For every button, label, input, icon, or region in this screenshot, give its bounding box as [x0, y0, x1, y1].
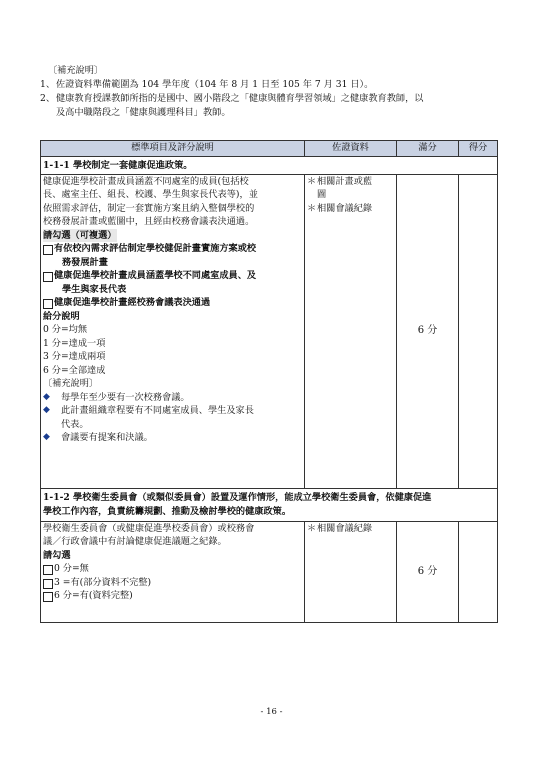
full-score-cell: 6 分 [397, 521, 459, 622]
section-content-row [41, 521, 498, 622]
diamond-bullet-icon: ◆ [43, 432, 50, 442]
header-score: 得分 [459, 141, 498, 157]
note-title: 〔補充說明〕 [48, 65, 104, 76]
note-item-number: 1、 [40, 79, 56, 90]
asterisk-icon: ＊ [307, 175, 317, 187]
section-title-row [41, 488, 498, 521]
checkbox-icon[interactable] [43, 245, 53, 255]
note-item-1 [40, 78, 510, 92]
description-line: 長、處室主任、組長、校護、學生與家長代表等)，並 [43, 189, 258, 200]
section-title: 1-1-1 學校制定一套健康促進政策。 [41, 157, 498, 175]
description-line: 學校衛生委員會（或健康促進學校委員會）或校務會 [43, 522, 255, 534]
note-item-number: 2、 [40, 93, 56, 104]
description-line: 依照需求評估，制定一套實施方案且納入整個學校的 [43, 202, 255, 214]
bullet-text: 每學年至少要有一次校務會議。 [61, 391, 190, 403]
checkbox-icon[interactable] [43, 592, 53, 602]
evidence-item [307, 175, 394, 202]
section-title [41, 488, 498, 521]
scoring-table [40, 140, 498, 623]
evidence-text: 相關會議紀錄 [317, 202, 373, 214]
note-item-text-continued: 及高中職階段之「健康與護理科目」教師。 [56, 107, 231, 118]
scoring-line: 6 分=全部達成 [43, 364, 106, 376]
standard-cell [41, 521, 305, 622]
checkbox-icon[interactable] [43, 272, 53, 282]
section-title-row [41, 157, 498, 175]
scoring-line: 1 分=達成一項 [43, 337, 106, 349]
bullet-text: 此計畫組織章程要有不同處室成員、學生及家長 [61, 405, 254, 416]
bullet-item [43, 391, 302, 405]
header-evidence: 佐證資料 [305, 141, 397, 157]
option-checkbox[interactable] [43, 562, 302, 576]
supplement-note [40, 64, 510, 120]
option-checkbox[interactable] [43, 242, 302, 269]
full-score-cell: 6 分 [397, 174, 459, 488]
section-title-line: 1-1-2 學校衛生委員會（或類似委員會）設置及運作情形，能成立學校衛生委員會，依健康促進 [43, 491, 432, 503]
table-header-row [41, 141, 498, 157]
scoring-line: 0 分=均無 [43, 324, 88, 335]
header-standard: 標準項目及評分說明 [41, 141, 305, 157]
options-title: 請勾選（可複選） [43, 229, 117, 241]
asterisk-icon: ＊ [307, 202, 317, 214]
option-checkbox[interactable] [43, 269, 302, 296]
option-checkbox[interactable] [43, 296, 302, 310]
evidence-cell [305, 521, 397, 622]
option-label-continued: 學生與家長代表 [62, 283, 127, 295]
description-line: 健康促進學校計畫成員涵蓋不同處室的成員(包括校 [43, 175, 249, 187]
checkbox-icon[interactable] [43, 299, 53, 309]
bullet-item [43, 404, 302, 431]
section-title-line: 學校工作內容，負責統籌規劃、推動及檢討學校的健康政策。 [43, 506, 292, 517]
option-label: 0 分=無 [54, 563, 89, 574]
description-line: 議／行政會議中有討論健康促進議題之紀錄。 [43, 536, 227, 547]
diamond-bullet-icon: ◆ [43, 405, 50, 415]
bullet-text-continued: 代表。 [61, 418, 89, 430]
option-label: 6 分=有(資料完整) [54, 590, 133, 601]
option-label: 健康促進學校計畫成員涵蓋學校不同處室成員、及 [54, 270, 257, 281]
option-checkbox[interactable] [43, 589, 302, 603]
option-label-continued: 務發展計畫 [62, 256, 108, 268]
option-label: 健康促進學校計畫經校務會議表決通過 [54, 297, 211, 308]
checkbox-icon[interactable] [43, 565, 53, 575]
header-full-score: 滿分 [397, 141, 459, 157]
page-number: - 16 - [260, 707, 283, 717]
evidence-cell [305, 174, 397, 488]
standard-cell [41, 174, 305, 488]
scoring-line: 3 分=達成兩項 [43, 351, 106, 362]
description-line: 校務發展計畫或藍圖中，且經由校務會議表決通過。 [43, 216, 255, 227]
section-content-row [41, 174, 498, 488]
score-cell[interactable] [459, 174, 498, 488]
note-item-2 [40, 92, 510, 106]
asterisk-icon: ＊ [307, 522, 317, 534]
diamond-bullet-icon: ◆ [43, 391, 50, 402]
evidence-item [307, 522, 394, 536]
evidence-text: 相關計畫或藍 [317, 175, 373, 187]
scoring-title: 給分說明 [43, 310, 80, 322]
checkbox-icon[interactable] [43, 579, 53, 589]
supplement-title: 〔補充說明〕 [43, 378, 99, 389]
option-label: 有依校內需求評估制定學校健促計畫實施方案或校 [54, 243, 257, 254]
evidence-item [307, 202, 394, 216]
evidence-text-continued: 圖 [317, 189, 327, 200]
evidence-text: 相關會議紀錄 [317, 522, 373, 534]
options-title: 請勾選 [43, 549, 71, 561]
note-item-text: 佐證資料準備範圍為 104 學年度（104 年 8 月 1 日至 105 年 7 月 31 日）。 [56, 79, 374, 90]
bullet-text: 會議要有提案和決議。 [61, 432, 153, 443]
note-item-text: 健康教育授課教師所指的是國中、國小階段之「健康與體育學習領域」之健康教育教師，以 [56, 93, 424, 104]
bullet-item [43, 431, 302, 445]
option-checkbox[interactable] [43, 576, 302, 590]
option-label: 3 =有(部分資料不完整) [54, 576, 152, 588]
score-cell[interactable] [459, 521, 498, 622]
